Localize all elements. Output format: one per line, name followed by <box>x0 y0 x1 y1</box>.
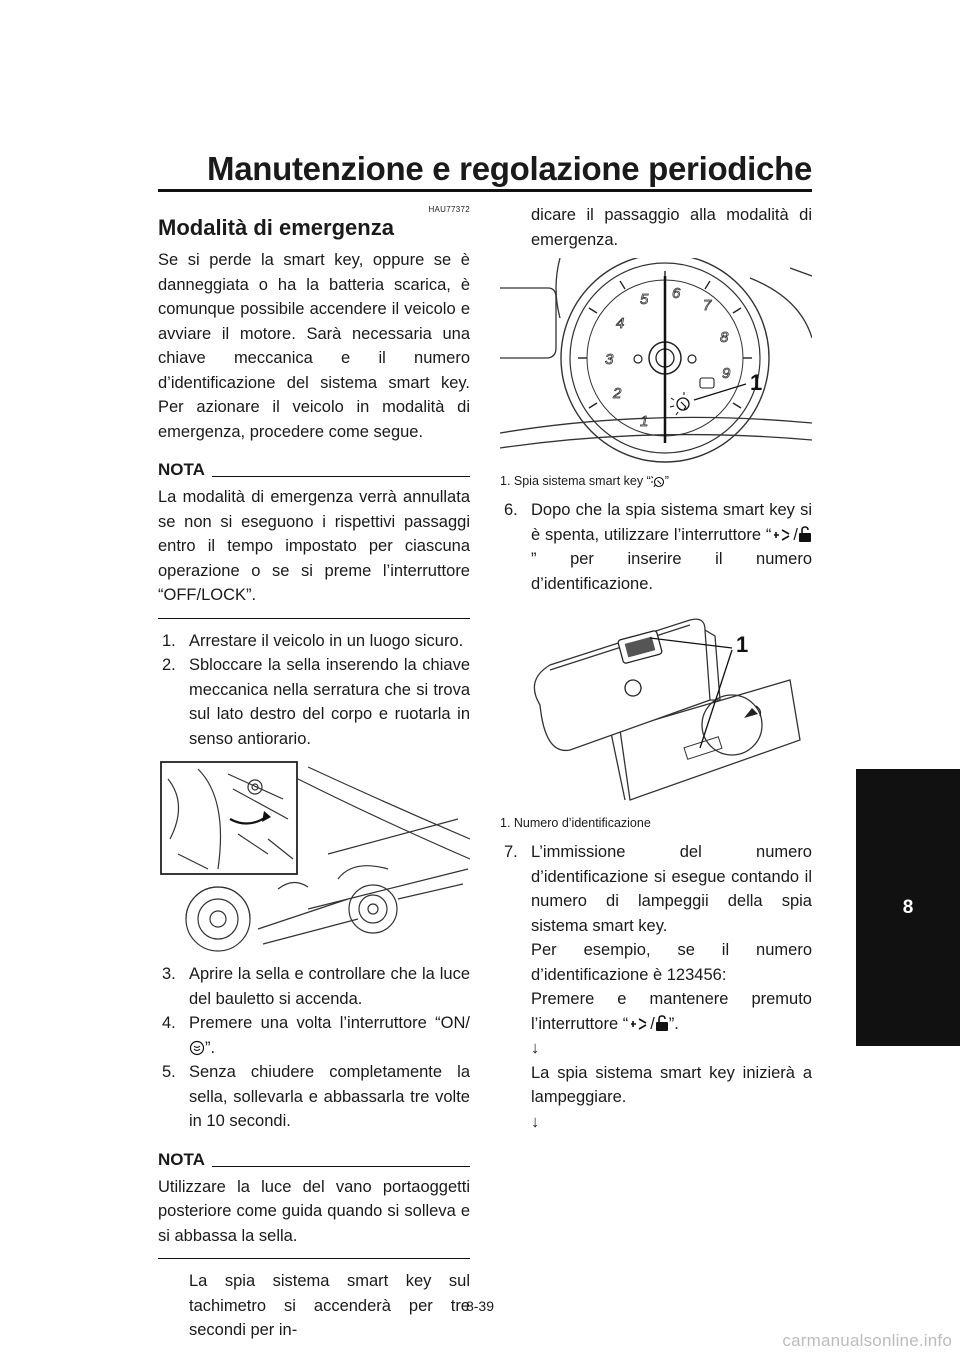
nota-label: NOTA <box>158 1149 205 1169</box>
down-arrow: ↓ <box>531 1039 540 1057</box>
unlock-padlock-icon <box>798 526 812 543</box>
smart-key-light-paragraph: La spia sistema smart key sul tachimetro si accenderà per tre secondi per in- <box>189 1272 470 1339</box>
caption-text-suffix: ” <box>664 474 669 488</box>
nota-text: La modalità di emergenza verrà annullata se non si eseguono i rispettivi passaggi entro il tempo impostato per ciascuna operazione o se si preme l’interruttore “OFF/LOCK”. <box>158 488 470 604</box>
smart-key-wireless-icon <box>771 527 793 543</box>
nota-label: NOTA <box>158 460 205 479</box>
doc-code: HAU77372 <box>428 205 470 214</box>
step-1 <box>158 629 470 654</box>
intro-paragraph: Se si perde la smart key, oppure se è danneggiata o ha la batteria scarica, è comunque possibile accendere il veicolo e avviare il motore. Sarà necessaria una chiave meccanica e il numero d’identificazione del sistema smart key. Per azionare il veicolo in modalità di emergenza, procedere come segue. <box>158 251 470 441</box>
step-text-prefix: Premere una volta l’interruttore “ON/ <box>189 1014 470 1032</box>
caption-text-prefix: 1. Spia sistema smart key “ <box>500 474 651 488</box>
step-4 <box>158 1011 470 1060</box>
step-3 <box>158 962 470 1011</box>
step-text-suffix: ”. <box>205 1038 216 1057</box>
page-title: Manutenzione e regolazione periodiche <box>207 150 812 187</box>
svg-text:8: 8 <box>720 329 729 346</box>
nota-header <box>158 460 470 480</box>
smart-key-id-figure <box>500 610 812 810</box>
step-number: 6. <box>504 501 518 519</box>
icon-separator: / <box>650 1014 655 1033</box>
right-column <box>500 205 812 1134</box>
step-number: 2. <box>162 656 176 674</box>
smart-key-indicator-icon <box>670 392 689 415</box>
continuation-paragraph: dicare il passaggio alla modalità di emergenza. <box>531 206 812 249</box>
step-text-line1: Dopo che la spia sistema smart key si è spenta, utilizzare l’interruttore <box>531 501 812 544</box>
callout-label: 1 <box>736 632 749 657</box>
speedometer-figure <box>500 258 812 468</box>
step-text-line2: ” per inserire il numero d’identificazione. <box>531 550 812 593</box>
smart-key-wireless-icon <box>628 1016 650 1032</box>
smart-key-wireless-icon <box>744 706 761 718</box>
step-text <box>189 1011 470 1060</box>
figure-caption <box>500 474 812 488</box>
seat-lock-illustration <box>158 759 470 954</box>
chapter-tab[interactable] <box>856 769 960 1046</box>
example-text-prefix: Premere e mantenere premuto l’interruttore “ <box>531 990 812 1033</box>
step-text: L’immissione del numero d’identificazione si esegue contando il numero di lampeggii della spia sistema smart key. <box>531 843 812 935</box>
example-line: Per esempio, se il numero d’identificazione è 123456: <box>531 941 812 984</box>
step-6 <box>500 498 812 596</box>
step-2 <box>158 653 470 751</box>
callout-label: 1 <box>750 370 763 395</box>
svg-text:9: 9 <box>722 365 731 382</box>
header-rule <box>158 189 812 192</box>
down-arrow: ↓ <box>531 1112 540 1131</box>
step-number: 7. <box>504 843 518 861</box>
watermark[interactable]: carmanualsonline.info <box>782 1331 952 1350</box>
example-line: La spia sistema smart key inizierà a lampeggiare. <box>531 1063 812 1106</box>
step-5 <box>158 1060 470 1134</box>
nota-header <box>158 1150 470 1170</box>
nota-end-rule <box>158 618 470 619</box>
step-number: 1. <box>162 631 176 650</box>
nota-text: Utilizzare la luce del vano portaoggetti posteriore come guida quando si solleva e si abbassa la sella. <box>158 1177 470 1245</box>
icon-separator: / <box>793 525 798 544</box>
example-text-suffix: ”. <box>668 1014 679 1033</box>
step-text: Senza chiudere completamente la sella, sollevarla e abbassarla tre volte in 10 secondi. <box>189 1063 470 1130</box>
svg-text:3: 3 <box>605 351 614 368</box>
step-text: Arrestare il veicolo in un luogo sicuro. <box>189 631 464 650</box>
open-quote: “ <box>765 525 772 544</box>
nota-end-rule <box>158 1258 470 1259</box>
unlock-padlock-icon <box>655 1015 669 1032</box>
speedometer-illustration <box>500 258 812 468</box>
chapter-number: 8 <box>902 896 914 918</box>
smart-key-id-illustration <box>500 610 812 810</box>
oil-warning-icon <box>700 378 714 388</box>
step-number: 4. <box>162 1014 176 1032</box>
example-line <box>500 987 812 1036</box>
left-column <box>158 205 470 1343</box>
seat-lock-figure <box>158 759 470 954</box>
figure-caption: 1. Numero d’identificazione <box>500 816 651 830</box>
step-number: 3. <box>162 965 176 983</box>
page-number: 8-39 <box>465 1298 495 1314</box>
svg-text:7: 7 <box>703 297 712 314</box>
svg-text:6: 6 <box>672 285 681 302</box>
svg-text:2: 2 <box>613 385 622 402</box>
svg-text:1: 1 <box>640 413 649 430</box>
svg-text:5: 5 <box>640 291 649 308</box>
step-text: Sbloccare la sella inserendo la chiave meccanica nella serratura che si trova sul lato destro del corpo e ruotarla in senso antiorario. <box>189 656 470 748</box>
step-text: Aprire la sella e controllare che la luce del bauletto si accenda. <box>189 965 470 1008</box>
step-7 <box>500 840 812 938</box>
power-symbol-icon <box>189 1040 205 1056</box>
smart-key-indicator-icon <box>651 474 665 488</box>
svg-text:4: 4 <box>616 315 625 332</box>
step-number: 5. <box>162 1063 176 1081</box>
step-text <box>531 498 812 596</box>
section-title: Modalità di emergenza <box>158 215 394 240</box>
